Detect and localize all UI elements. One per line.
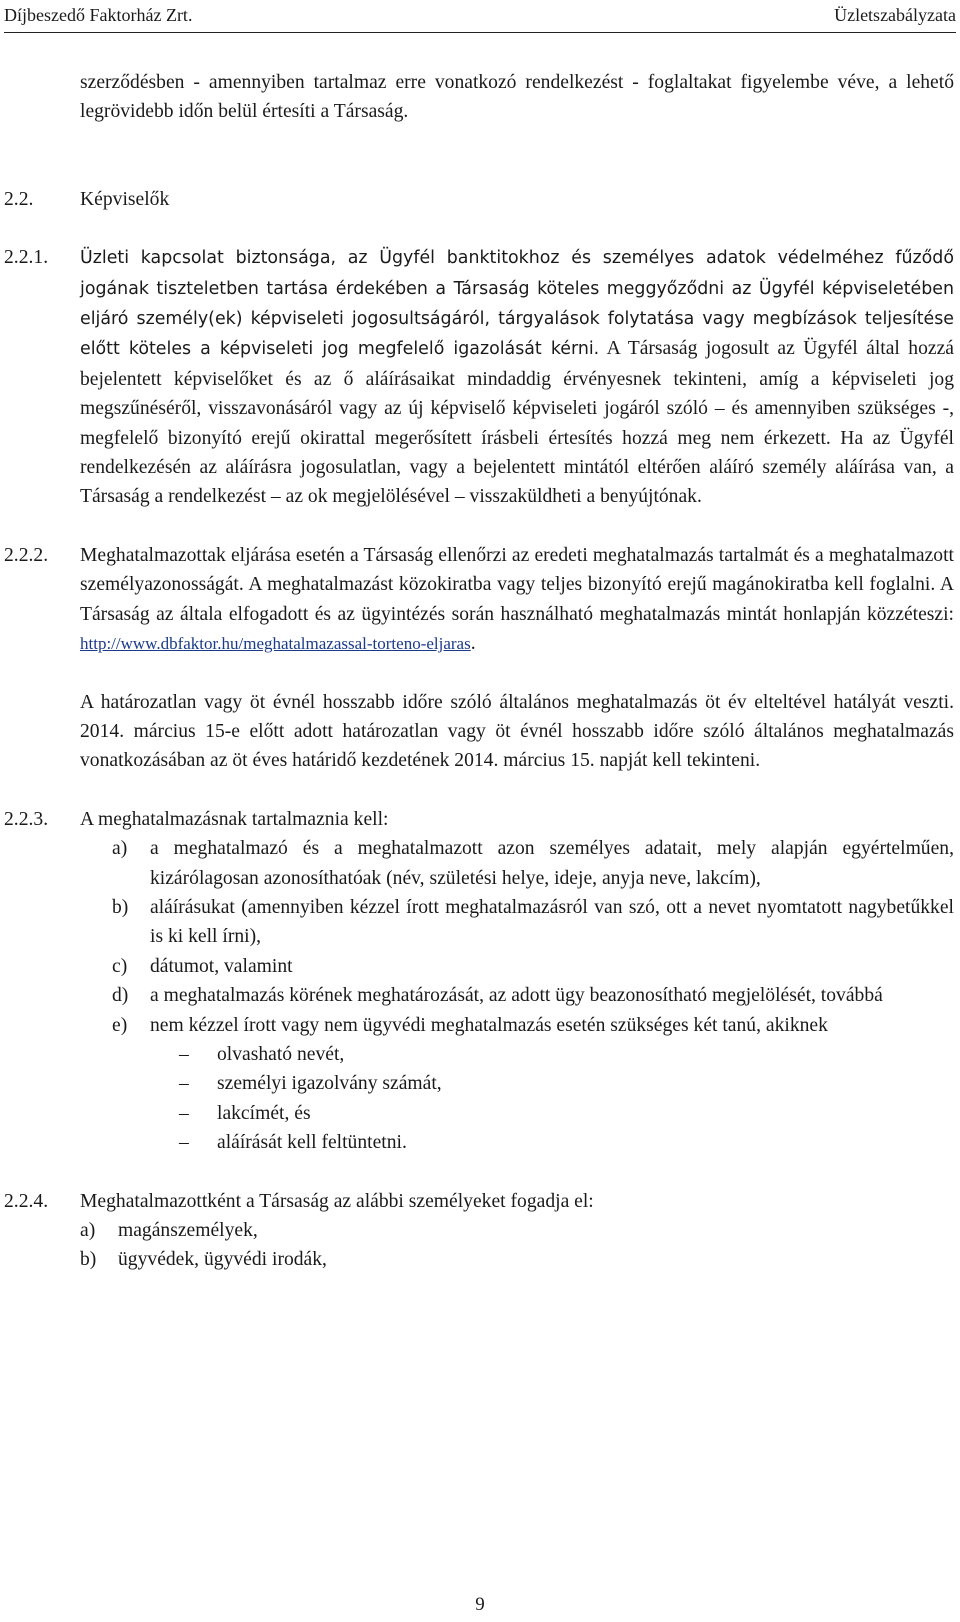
section-2-2-1 [4,243,954,512]
dash-item [179,1099,954,1128]
list-text: a meghatalmazás körének meghatározását, az adott ügy beazonosítható megjelölését, továbbá [150,985,883,1007]
section-title: Képviselők [80,188,170,210]
dash-item [179,1069,954,1098]
list-item [80,1216,954,1245]
lettered-list [4,834,954,1040]
section-text-serif: A Társaság jogosult az Ügyfél által hozzá bejelentett képviselőket és az ő aláírásaikat mindaddig érvényesnek tekinteni, amíg a képviseleti jog megszűnéséről, visszavonásáról vagy az új képviselő képviseleti jogáról szóló – és amennyiben szükséges -, megfelelő bizonyító erejű okirattal megerősített írásbeli értesítés hozzá meg nem érkezett. Ha az Ügyfél rendelkezésén az aláírásra jogosulatlan, vagy a bejelentett mintától eltérően aláíró személy aláírása van, a Társaság a rendelkezést – az ok megjelölésével – visszaküldheti a benyújtónak. [80,338,954,508]
page-header [4,0,956,33]
header-company: Díjbeszedő Faktorház Zrt. [4,5,193,25]
section-2-2-4 [4,1187,954,1216]
list-text: a meghatalmazó és a meghatalmazott azon személyes adatait, mely alapján egyértelműen, kizárólagosan azonosíthatóak (név, születési helye, ideje, anyja neve, lakcím), [150,838,954,889]
list-item [112,981,954,1010]
list-letter: d) [112,985,129,1007]
list-letter: c) [112,955,128,977]
section-2-2-3 [4,805,954,834]
section-body [80,541,954,776]
section-number: 2.2.4. [4,1190,49,1212]
list-item [112,952,954,981]
section-number: 2.2.1. [4,247,49,269]
list-text: nem kézzel írott vagy nem ügyvédi meghatalmazás esetén szükséges két tanú, akiknek [150,1014,828,1036]
section-2-2-2 [4,541,954,776]
list-item [112,1011,954,1040]
section-number: 2.2.2. [4,544,49,566]
section-text [80,541,954,659]
page-content [4,68,954,1275]
dash-icon: – [179,1132,189,1154]
dash-text: lakcímét, és [217,1102,311,1124]
list-text: magánszemélyek, [118,1220,258,1241]
dash-item [179,1040,954,1069]
dash-icon: – [179,1073,189,1095]
intro-paragraph: szerződésben - amennyiben tartalmaz erre vonatkozó rendelkezést - foglaltakat figyelembe véve, a lehető legrövidebb időn belül értesíti a Társaság. [80,72,954,123]
list-item [80,1245,954,1274]
list-text: aláírásukat (amennyiben kézzel írott meghatalmazásról van szó, ott a nevet nyomtatott nagybetűkkel is ki kell írni), [150,896,954,948]
section-text-main: Meghatalmazottak eljárása esetén a Társaság ellenőrzi az eredeti meghatalmazás tartalmát és a meghatalmazott személyazonosságát. A meghatalmazást közokiratba vagy teljes bizonyító erejű magánokiratba kell foglalni. A Társaság az általa elfogadott és az ügyintézés során használható meghatalmazás mintát honlapján közzéteszi: [80,544,954,625]
dash-list [4,1040,954,1158]
dash-text: aláírását kell feltüntetni. [217,1132,407,1154]
section-intro: Meghatalmazottként a Társaság az alábbi személyeket fogadja el: [80,1190,594,1212]
section-text-sans: Üzleti kapcsolat biztonsága, az Ügyfél banktitokhoz és személyes adatok védelméhez fűződő jogának tiszteletben tartása érdekében a Társaság köteles meggyőződni az Ügyfél képviseletében eljáró személy(ek) képviseleti jogosultságáról, tárgyalások folytatása vagy megbízások teljesítése előtt köteles a képviseleti jog megfelelő igazolását kérni. [80,248,954,360]
section-paragraph-2: A határozatlan vagy öt évnél hosszabb időre szóló általános meghatalmazás öt év elteltével hatályát veszti. 2014. március 15-e előtt adott határozatlan vagy öt évnél hosszabb időre szóló általános meghatalmazás vonatkozásában az öt éves határidő kezdetének 2014. március 15. napját kell tekinteni. [80,691,954,772]
link-suffix: . [470,633,476,655]
list-item [112,893,954,952]
page-number: 9 [475,1594,485,1615]
lettered-list [4,1216,954,1275]
list-letter: a) [112,838,128,860]
header-document-title: Üzletszabályzata [834,5,956,25]
section-number: 2.2.3. [4,808,49,830]
dash-text: olvasható nevét, [217,1043,345,1065]
dash-item [179,1128,954,1157]
section-heading [4,185,954,214]
list-text: ügyvédek, ügyvédi irodák, [118,1249,327,1271]
section-text [80,243,954,512]
list-text: dátumot, valamint [150,955,293,977]
meghatalmazas-link[interactable]: http://www.dbfaktor.hu/meghatalmazassal-torteno-eljaras [80,634,471,654]
section-number: 2.2. [4,188,34,210]
section-intro: A meghatalmazásnak tartalmaznia kell: [80,808,389,830]
list-item [112,834,954,893]
list-letter: b) [80,1249,97,1271]
dash-text: személyi igazolvány számát, [217,1073,442,1095]
list-letter: e) [112,1014,128,1036]
list-letter: b) [112,896,129,918]
dash-icon: – [179,1102,189,1124]
dash-icon: – [179,1043,189,1065]
list-letter: a) [80,1220,96,1241]
